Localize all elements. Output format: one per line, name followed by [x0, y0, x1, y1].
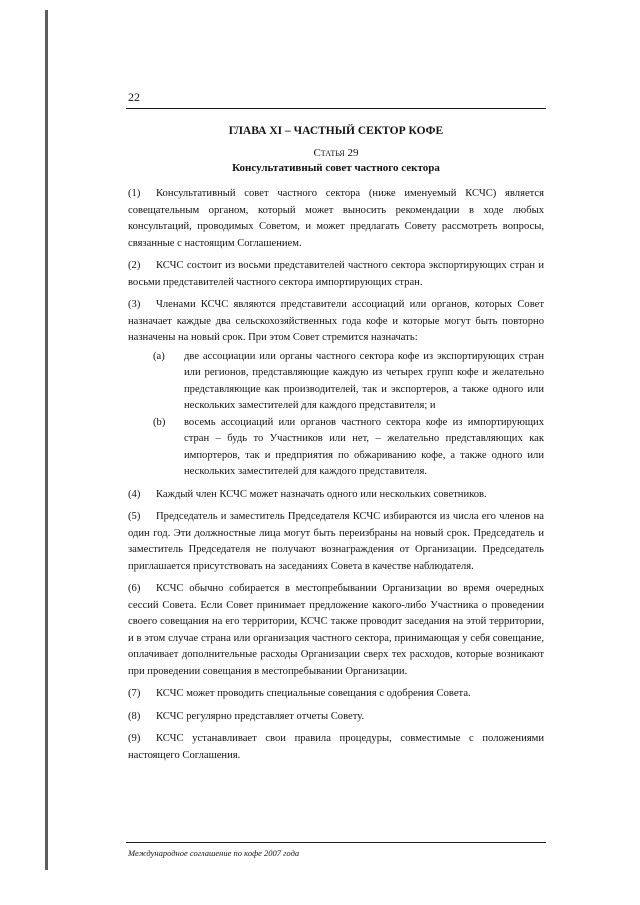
paragraph-number: (4) — [128, 488, 141, 500]
header-rule — [126, 108, 546, 109]
paragraph-text: КСЧС состоит из восьми представителей частного сектора экспортирующих стран и восьми представителей частного сектора импортирующих стран. — [128, 260, 544, 288]
paragraph-3 — [128, 297, 544, 347]
chapter-title: ГЛАВА XI – ЧАСТНЫЙ СЕКТОР КОФЕ — [228, 125, 444, 137]
paragraph-8 — [128, 709, 544, 726]
paragraph-text: Председатель и заместитель Председателя КСЧС избираются из числа его членов на один год. Эти должностные лица могут быть переизбраны на новый срок. Председатель и заместитель Председателя не получают вознаграждения от Организации. Председатель приглашается присутствовать на заседаниях Совета в качестве наблюдателя. — [128, 511, 544, 572]
paragraph-text: КСЧС может проводить специальные совещания с одобрения Совета. — [156, 688, 471, 699]
paragraph-number: (9) — [128, 733, 141, 744]
paragraph-text: КСЧС устанавливает свои правила процедуры, совместимые с положениями настоящего Соглашения. — [128, 733, 544, 761]
paragraph-number: (7) — [128, 688, 141, 699]
paragraph-number: (5) — [128, 511, 141, 522]
paragraph-text: КСЧС обычно собирается в местопребывании Организации во время очередных сессий Совета. Если Совет принимает предложение какого-либо Участника о проведении своего совещания на его территории, КСЧС также проводит заседания на этой территории, и в этом случае страна или организация частного сектора, принимающая у себя совещание, оплачивает дополнительные расходы Организации сверх тех расходов, которые возникают при проведении совещания в местопребывании Организации. — [128, 583, 544, 677]
subitem-b — [128, 415, 544, 481]
paragraph-text: Каждый член КСЧС может назначать одного или нескольких советников. — [156, 488, 487, 500]
paragraph-1 — [128, 186, 544, 252]
subitem-letter: (b) — [153, 416, 166, 428]
paragraph-text: Консультативный совет частного сектора (ниже именуемый КСЧС) является совещательным органом, который может выносить рекомендации в ходе любых консультаций, проводимых Советом, и может предлагать Совету рассмотреть вопросы, связанные с настоящим Соглашением. — [128, 188, 544, 249]
paragraph-6 — [128, 581, 544, 680]
paragraph-number: (8) — [128, 710, 141, 722]
paragraph-9 — [128, 731, 544, 764]
article-number: Статья 29 — [313, 147, 359, 159]
paragraph-number: (1) — [128, 188, 141, 199]
paragraph-number: (3) — [128, 299, 141, 310]
footer-text: Международное соглашение по кофе 2007 года — [128, 848, 300, 858]
subitem-a — [128, 349, 544, 415]
article-body — [128, 186, 544, 770]
subitem-letter: (a) — [153, 350, 165, 362]
article-title: Консультативный совет частного сектора — [232, 162, 440, 174]
paragraph-2 — [128, 258, 544, 291]
subitem-text: две ассоциации или органы частного сектора кофе из экспортирующих стран или регионов, представляющие каждую из четырех групп кофе и желательно представляющие как производителей, так и экспортеров, а также одного или нескольких заместителей для каждого представителя; и — [184, 350, 544, 411]
paragraph-7 — [128, 686, 544, 703]
page-number: 22 — [128, 90, 140, 104]
subitem-text: восемь ассоциаций или органов частного сектора кофе из импортирующих стран – будь то Участников или нет, – желательно представляющих как импортеров, так и предприятия по обжариванию кофе, а также одного или нескольких заместителей для каждого представителя. — [184, 416, 544, 477]
binding-edge — [45, 10, 48, 870]
paragraph-4 — [128, 487, 544, 504]
paragraph-5 — [128, 509, 544, 575]
footer-rule — [126, 842, 546, 843]
paragraph-number: (2) — [128, 260, 141, 271]
paragraph-text: КСЧС регулярно представляет отчеты Совету. — [156, 710, 365, 722]
paragraph-number: (6) — [128, 583, 141, 594]
paragraph-text: Членами КСЧС являются представители ассоциаций или органов, которых Совет назначает каждые два сельскохозяйственных года кофе и которые могут быть повторно назначены на новый срок. При этом Совет стремится назначать: — [128, 299, 544, 343]
